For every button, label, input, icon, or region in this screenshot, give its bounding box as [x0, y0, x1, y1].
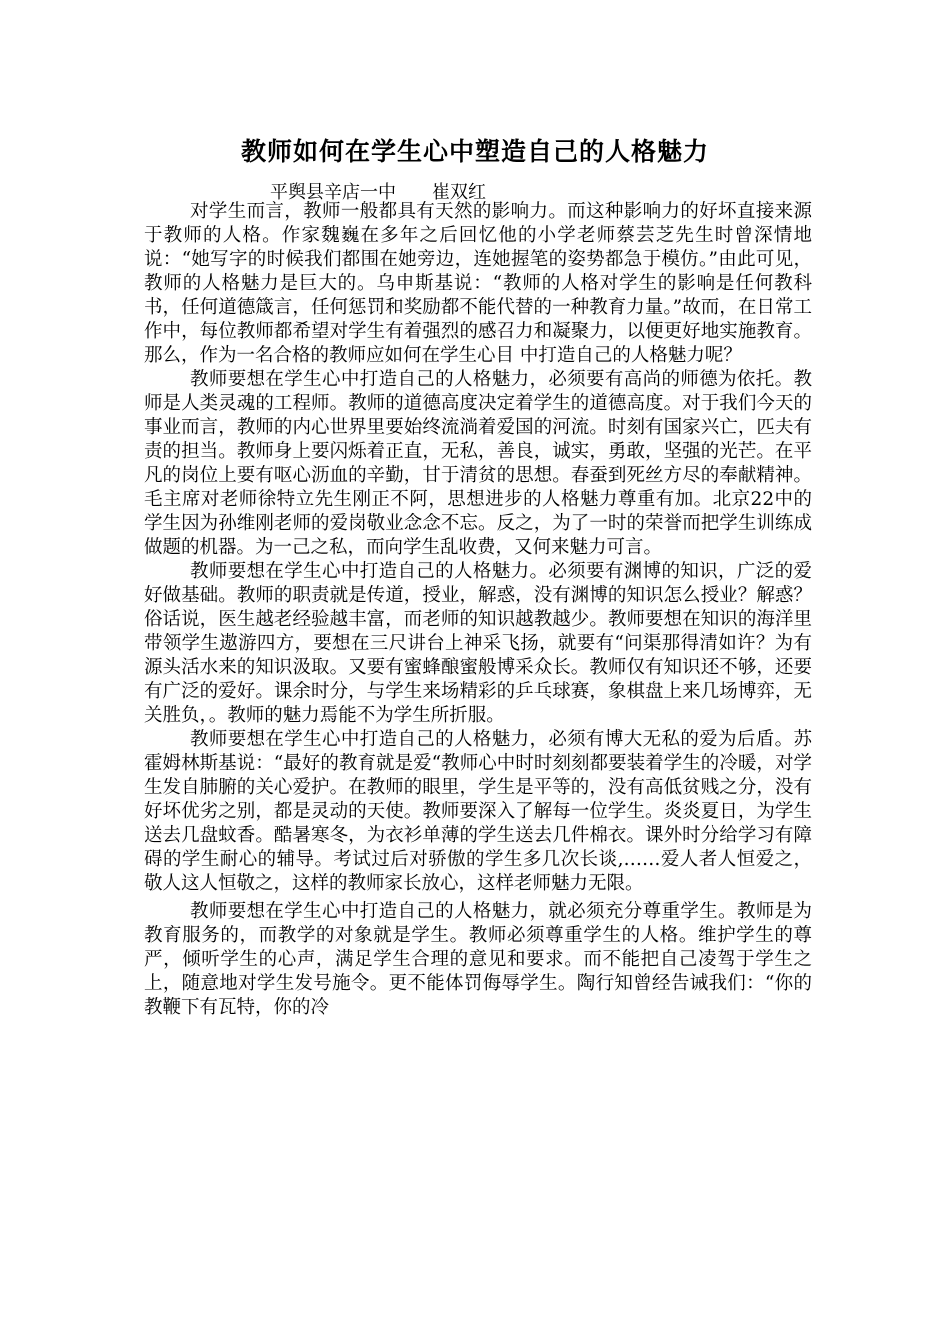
paragraph-respect: 教师要想在学生心中打造自己的人格魅力，就必须充分尊重学生。教师是为教育服务的，而教学的对象就是学生。教师必须尊重学生的人格。维护学生的尊严，倾听学生的心声，满足学生合理的意见和要求。而不能把自己凌驾于学生之上，随意地对学生发号施令。更不能体罚侮辱学生。陶行知曾经告诫我们：“你的教鞭下有瓦特，你的冷 [144, 901, 812, 1018]
document-title: 教师如何在学生心中塑造自己的人格魅力 [240, 137, 709, 166]
author-byline: 平舆县辛店一中 崔双红 [270, 182, 486, 203]
document-body [144, 200, 812, 1020]
paragraph-love: 教师要想在学生心中打造自己的人格魅力，必须有博大无私的爱为后盾。苏霍姆林斯基说：“最好的教育就是爱“教师心中时时刻刻都要装着学生的冷暖，对学生发自肺腑的关心爱护。在教师的眼里，学生是平等的，没有高低贫贱之分，没有好坏优劣之别，都是灵动的天使。教师要深入了解每一位学生。炎炎夏日，为学生送去几盘蚊香。酷暑寒冬，为衣衫单薄的学生送去几件棉衣。课外时分给学习有障碍的学生耐心的辅导。考试过后对骄傲的学生多几次长谈,……爱人者人恒爱之，敬人这人恒敬之，这样的教师家长放心，这样老师魅力无限。 [144, 729, 812, 894]
paragraph-intro: 对学生而言，教师一般都具有天然的影响力。而这种影响力的好坏直接来源于教师的人格。作家魏巍在多年之后回忆他的小学老师蔡芸芝先生时曾深情地说：“她写字的时候我们都围在她旁边，连她握笔的姿势都急于模仿。”由此可见，教师的人格魅力是巨大的。乌申斯基说：“教师的人格对学生的影响是任何教科书，任何道德箴言，任何惩罚和奖励都不能代替的一种教育力量。”故而，在日常工作中，每位教师都希望对学生有着强烈的感召力和凝聚力，以便更好地实施教育。那么，作为一名合格的教师应如何在学生心目 中打造自己的人格魅力呢？ [144, 201, 812, 366]
paragraph-ethics: 教师要想在学生心中打造自己的人格魅力，必须要有高尚的师德为依托。教师是人类灵魂的工程师。教师的道德高度决定着学生的道德高度。对于我们今天的事业而言，教师的内心世界里要始终流淌着爱国的河流。时刻有国家兴亡，匹夫有责的担当。教师身上要闪烁着正直，无私，善良，诚实，勇敢，坚强的光芒。在平凡的岗位上要有呕心沥血的辛勤，甘于清贫的思想。春蚕到死丝方尽的奉献精神。毛主席对老师徐特立先生刚正不阿，思想进步的人格魅力尊重有加。北京22中的学生因为孙维刚老师的爱岗敬业念念不忘。反之，为了一时的荣誉而把学生训练成做题的机器。为一己之私，而向学生乱收费，又何来魅力可言。 [144, 369, 812, 558]
paragraph-knowledge: 教师要想在学生心中打造自己的人格魅力。必须要有渊博的知识，广泛的爱好做基础。教师的职责就是传道，授业，解惑，没有渊博的知识怎么授业？解惑？俗话说，医生越老经验越丰富，而老师的知识越教越少。教师要想在知识的海洋里带领学生遨游四方，要想在三尺讲台上神采飞扬，就要有“问渠那得清如许？为有源头活水来的知识汲取。又要有蜜蜂酿蜜般博采众长。教师仅有知识还不够，还要有广泛的爱好。课余时分，与学生来场精彩的乒乓球赛，象棋盘上来几场博弈，无关胜负，。教师的魅力焉能不为学生所折服。 [144, 561, 812, 726]
